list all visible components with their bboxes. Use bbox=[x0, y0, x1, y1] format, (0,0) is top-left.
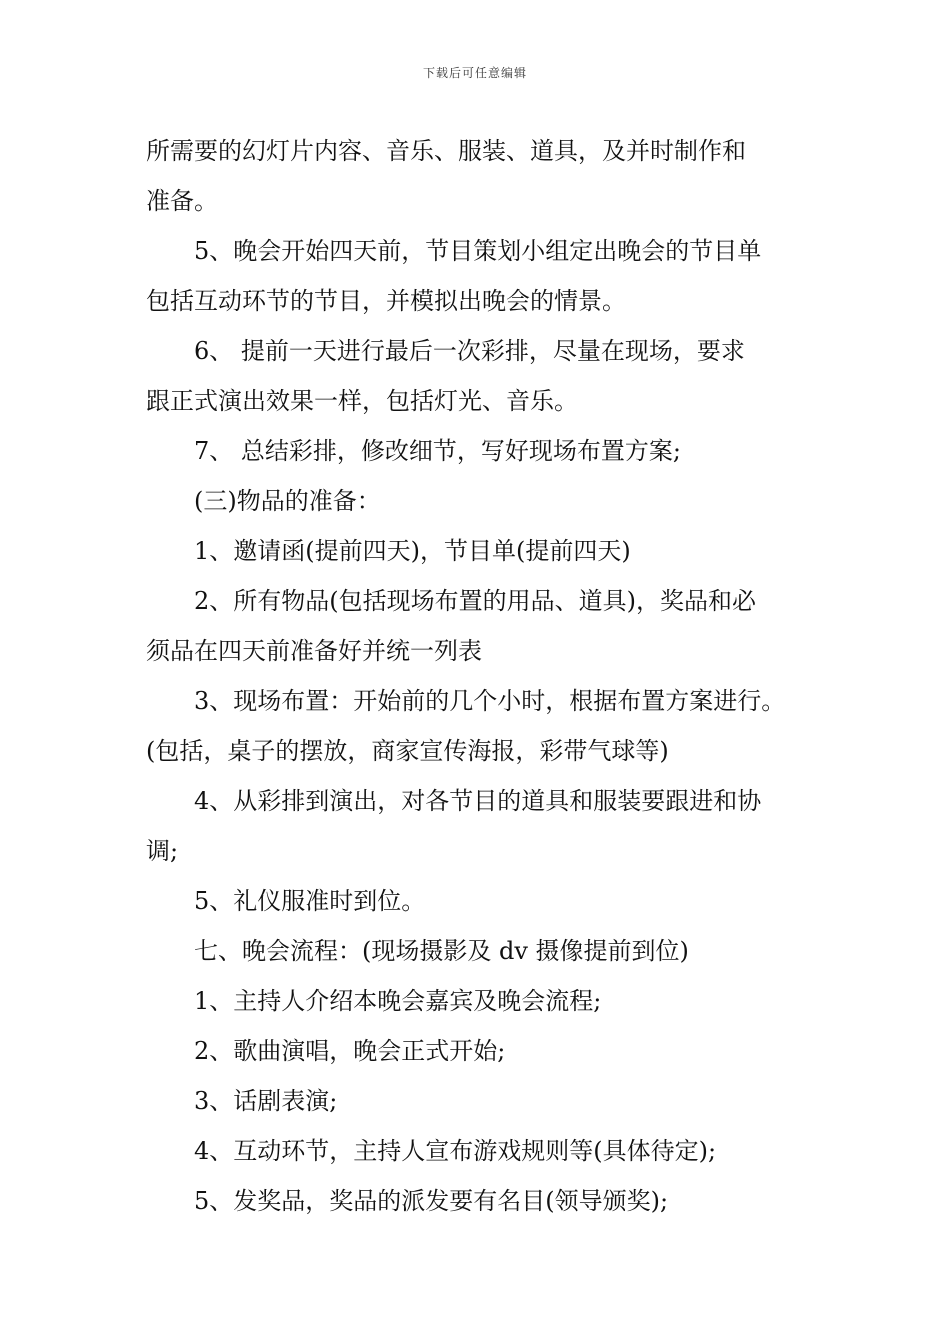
list-item: 4、从彩排到演出，对各节目的道具和服装要跟进和协 bbox=[194, 787, 762, 815]
paragraph-line: 准备。 bbox=[146, 187, 218, 215]
paragraph-line: 跟正式演出效果一样，包括灯光、音乐。 bbox=[146, 387, 578, 415]
list-item: 2、所有物品(包括现场布置的用品、道具)，奖品和必 bbox=[194, 587, 756, 615]
paragraph-line: 调; bbox=[146, 837, 179, 865]
paragraph-line: 7、 总结彩排，修改细节，写好现场布置方案; bbox=[194, 437, 681, 465]
paragraph-line: 6、 提前一天进行最后一次彩排，尽量在现场，要求 bbox=[194, 337, 745, 365]
list-item: 1、邀请函(提前四天)，节目单(提前四天) bbox=[194, 537, 631, 565]
list-item: 3、话剧表演; bbox=[194, 1087, 338, 1115]
paragraph-line: 须品在四天前准备好并统一列表 bbox=[146, 637, 482, 665]
list-item: 5、发奖品，奖品的派发要有名目(领导颁奖); bbox=[194, 1187, 669, 1215]
paragraph-line: 所需要的幻灯片内容、音乐、服装、道具，及并时制作和 bbox=[146, 137, 746, 165]
paragraph-line: (包括，桌子的摆放，商家宣传海报，彩带气球等) bbox=[146, 737, 669, 765]
list-item: 1、主持人介绍本晚会嘉宾及晚会流程; bbox=[194, 987, 602, 1015]
paragraph-line: 5、晚会开始四天前，节目策划小组定出晚会的节目单 bbox=[194, 237, 762, 265]
list-item: 2、歌曲演唱，晚会正式开始; bbox=[194, 1037, 506, 1065]
list-item: 3、现场布置：开始前的几个小时，根据布置方案进行。 bbox=[194, 687, 786, 715]
document-body bbox=[146, 126, 826, 1226]
list-item: 4、互动环节，主持人宣布游戏规则等(具体待定); bbox=[194, 1137, 717, 1165]
list-item: 5、礼仪服准时到位。 bbox=[194, 887, 426, 915]
paragraph-line: 包括互动环节的节目，并模拟出晚会的情景。 bbox=[146, 287, 626, 315]
section-heading: 七、晚会流程：(现场摄影及 dv 摄像提前到位) bbox=[194, 937, 689, 965]
section-heading: (三)物品的准备： bbox=[194, 487, 381, 515]
page-header: 下载后可任意编辑 bbox=[422, 66, 527, 80]
